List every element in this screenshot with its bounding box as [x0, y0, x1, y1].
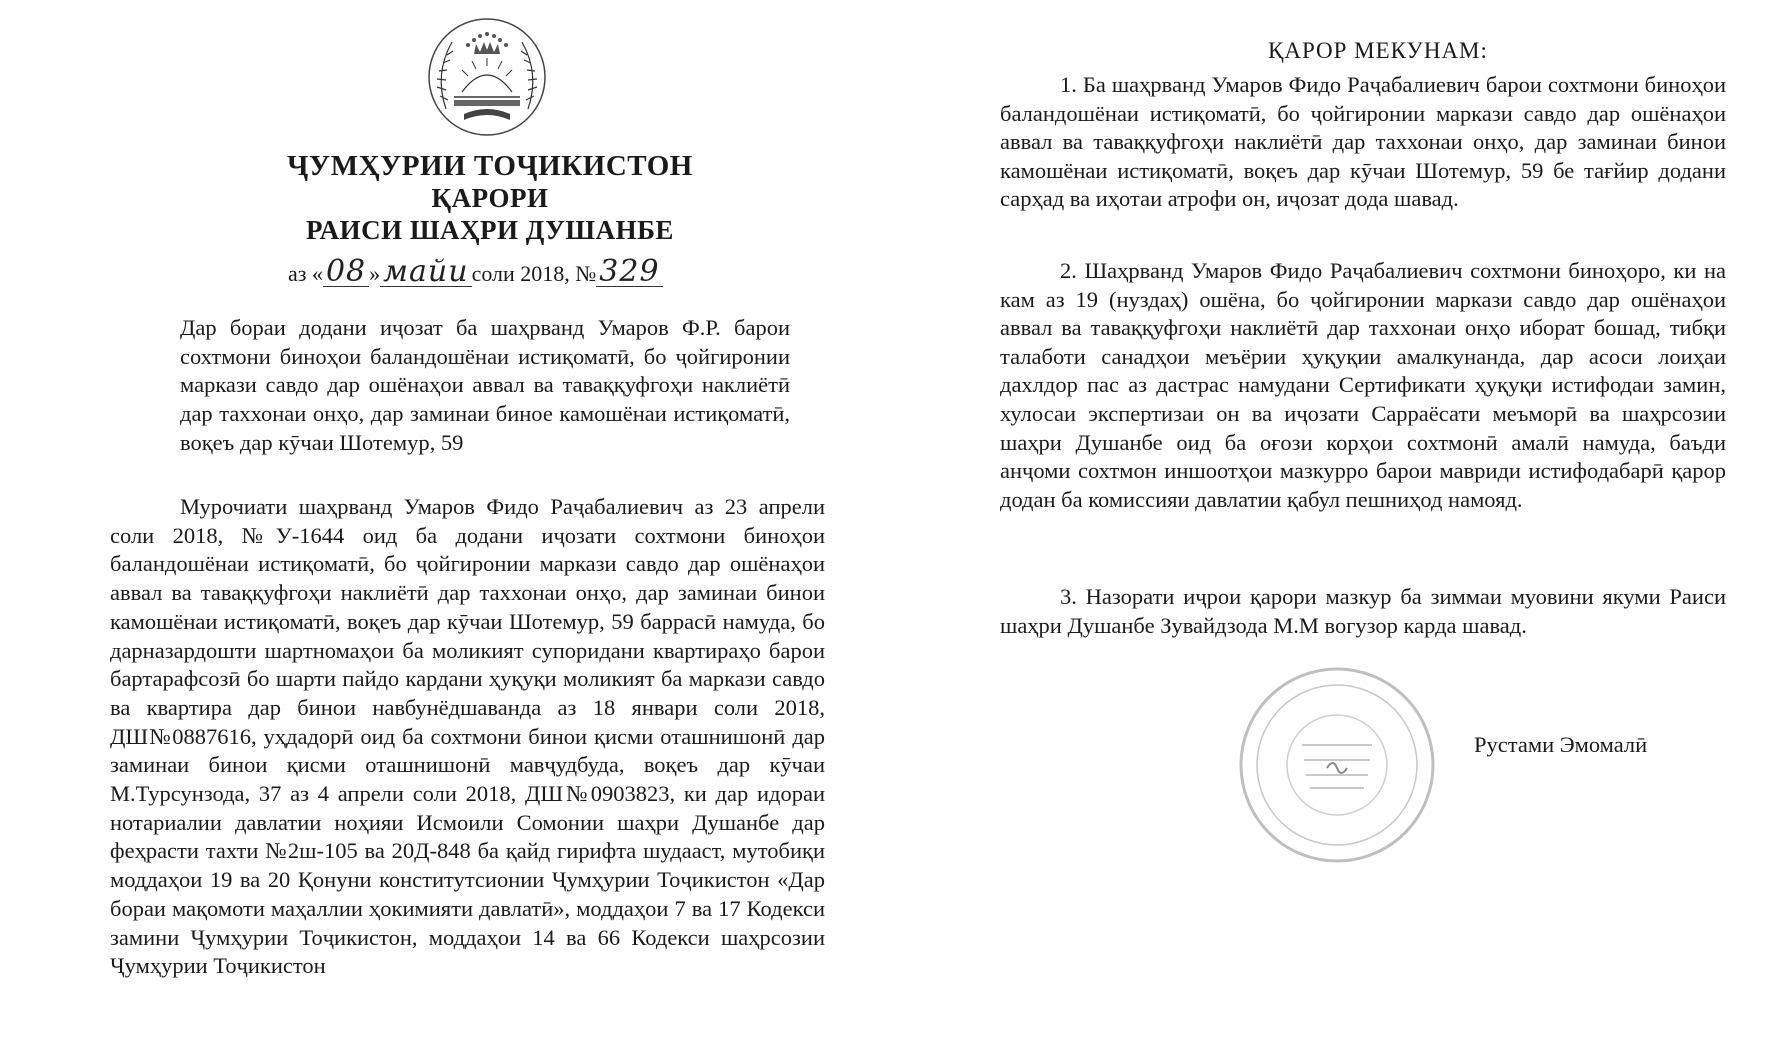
date-year-text: соли 2018, №: [471, 261, 597, 286]
decree-date-line: [288, 254, 663, 289]
right-page: [1000, 0, 1768, 1064]
resolution-item-2: 2. Шаҳрванд Умаров Фидо Раҷабалиевич сохтмони биноҳоро, ки на кам аз 19 (нуздаҳ) ошёна, бо ҷойгиронии маркази савдо дар ошёнаҳои аввал ва таваққуфгоҳи наклиётӣ дар таххонаи онҳо иборат бошад, тибқи талаботи санадҳои меъёрии ҳуқуқии амалкунанда, дар асоси лоиҳаи дахлдор пас аз дастрас намудани Сертификати ҳуқуқи истифодаи замин, хулосаи экспертизаи он ва иҷозати Сарраёсати меъморӣ ва шаҳрсозии шаҳри Душанбе оид ба оғози корҳои сохтмонӣ амалӣ намуда, баъди анҷоми сохтмон иншоотҳои мазкурро барои мавриди истифодабарӣ қарор додан ба комиссияи давлатии қабул пешниҳод намояд.: [1000, 258, 1726, 512]
decree-number: 329: [596, 258, 662, 287]
resolution-item-1: 1. Ба шаҳрванд Умаров Фидо Раҷабалиевич барои сохтмони биноҳои баландошёнаи истиқоматӣ, бо ҷойгиронии маркази савдо дар ошёнаҳои аввал ва таваққуфгоҳи наклиётӣ дар таххонаи онҳо, дар заминаи бинои камошёнаи истиқоматӣ, воқеъ дар кӯчаи Шотемур, 59 бе тағйир додани сарҳад ва иҳотаи атрофи он, иҷозат дода шавад.: [1000, 72, 1726, 212]
header-country: ҶУМҲУРИИ ТОҶИКИСТОН: [287, 150, 693, 182]
resolution-heading: ҚАРОР МЕКУНАМ:: [1268, 38, 1488, 63]
decree-preamble: Мурочиати шаҳрванд Умаров Фидо Раҷабалиевич аз 23 апрели соли 2018, №У-1644 оид ба додани иҷозати сохтмони биноҳои баландошёнаи истиқоматӣ, бо ҷойгиронии маркази савдо дар ошёнаҳои аввал ва таваққуфгоҳи наклиётӣ дар таххонаи онҳо, дар заминаи бинои камошёнаи истиқоматӣ, воқеъ дар кӯчаи Шотемур, 59 баррасӣ намуда, бо дарназардошти шартномаҳои ба моликият супоридани квартираҳо барои бартарафсозӣ бо шарти пайдо кардани ҳуқуқи моликият ба маркази савдо ва квартира дар бинои навбунёдшаванда аз 18 январи соли 2018, ДШ№0887616, уҳдадорӣ оид ба сохтмони бинои қисми оташнишонӣ дар заминаи бинои қисми оташнишонӣ мавҷудбуда, воқеъ дар кӯчаи М.Турсунзода, 37 аз 4 апрели соли 2018, ДШ№0903823, ки дар идораи нотариалии давлатии ноҳияи Исмоили Сомонии шаҳри Душанбе дар феҳрасти тахти №2ш-105 ва 20Д-848 ба қайд гирифта шудааст, мутобиқи моддаҳои 19 ва 20 Қонуни конститутсионии Ҷумҳурии Тоҷикистон «Дар бораи мақомоти маҳаллии ҳокимияти давлатӣ», моддаҳои 7 ва 17 Кодекси замини Ҷумҳурии Тоҷикистон, моддаҳои 14 ва 66 Кодекси шаҳрсозии Ҷумҳурии Тоҷикистон: [110, 494, 825, 979]
resolution-item-3: 3. Назорати иҷрои қарори мазкур ба зиммаи муовини якуми Раиси шаҳри Душанбе Зувайдзода М.М вогузор карда шавад.: [1000, 584, 1726, 638]
header-issuer: РАИСИ ШАҲРИ ДУШАНБЕ: [306, 215, 674, 245]
official-seal-stamp: [1232, 660, 1442, 870]
header-decree: ҚАРОРИ: [431, 183, 549, 213]
signer-name: Рустами Эмомалӣ: [1474, 732, 1648, 757]
decree-subject: Дар бораи додани иҷозат ба шаҳрванд Умаров Ф.Р. барои сохтмони биноҳои баландошёнаи истиқоматӣ, бо ҷойгиронии маркази савдо дар ошёнаҳои аввал ва таваққуфгоҳи наклиётӣ дар таххонаи онҳо, дар заминаи биное камошёнаи истиқоматӣ, воқеъ дар кӯчаи Шотемур, 59: [180, 315, 790, 455]
date-prefix: аз «: [288, 261, 323, 286]
date-day: 08: [323, 258, 369, 287]
date-mid: »: [369, 261, 381, 286]
tajikistan-emblem-icon: [424, 14, 550, 140]
date-month: майи: [380, 258, 471, 287]
left-page: [0, 0, 870, 1064]
